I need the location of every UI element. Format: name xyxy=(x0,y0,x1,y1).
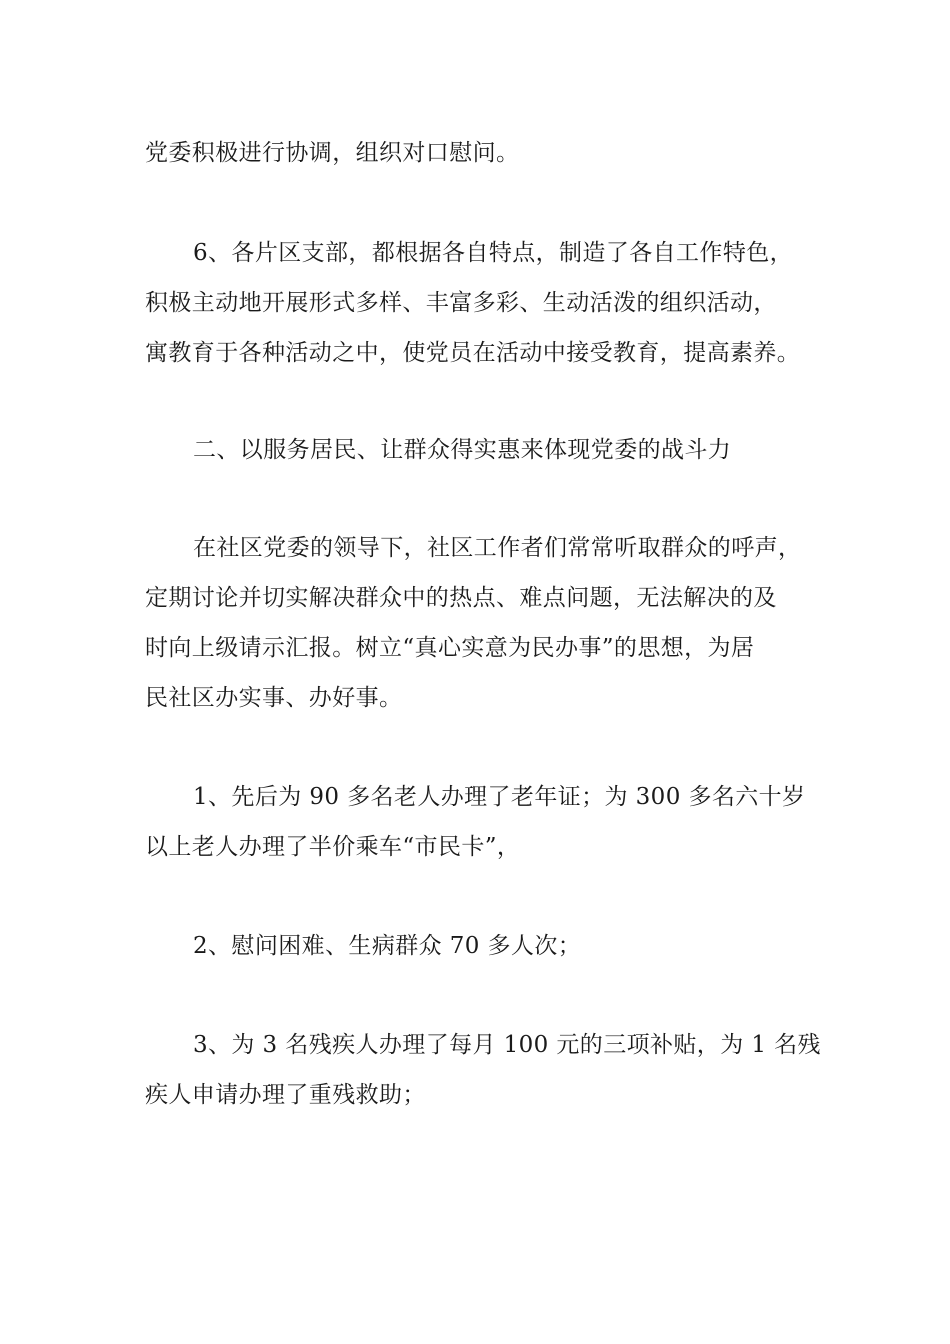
text-line: 1、先后为 90 多名老人办理了老年证；为 300 多名六十岁 xyxy=(193,784,806,810)
text-line: 党委积极进行协调，组织对口慰问。 xyxy=(145,140,520,166)
paragraph-item-6 xyxy=(145,228,835,378)
text-line: 在社区党委的领导下，社区工作者们常常听取群众的呼声， xyxy=(193,535,802,561)
text-line: 以上老人办理了半价乘车“市民卡”， xyxy=(145,834,521,860)
section-heading xyxy=(145,425,835,475)
text-line: 3、为 3 名残疾人办理了每月 100 元的三项补贴，为 1 名残 xyxy=(193,1032,821,1058)
paragraph-intro xyxy=(145,523,835,723)
text-line: 民社区办实事、办好事。 xyxy=(145,685,403,711)
text-line: 积极主动地开展形式多样、丰富多彩、生动活泼的组织活动， xyxy=(145,290,777,316)
paragraph-item-3 xyxy=(145,1020,835,1120)
text-line: 6、各片区支部，都根据各自特点，制造了各自工作特色， xyxy=(193,240,794,266)
text-line: 二、以服务居民、让群众得实惠来体现党委的战斗力 xyxy=(193,437,732,463)
text-line: 时向上级请示汇报。树立“真心实意为民办事”的思想，为居 xyxy=(145,635,755,661)
text-line: 2、慰问困难、生病群众 70 多人次； xyxy=(193,933,582,959)
text-line: 定期讨论并切实解决群众中的热点、难点问题，无法解决的及 xyxy=(145,585,777,611)
paragraph-continuation xyxy=(145,128,835,178)
text-line: 疾人申请办理了重残救助； xyxy=(145,1082,426,1108)
paragraph-item-1 xyxy=(145,772,835,872)
paragraph-item-2 xyxy=(145,921,835,971)
text-line: 寓教育于各种活动之中，使党员在活动中接受教育，提高素养。 xyxy=(145,340,801,366)
